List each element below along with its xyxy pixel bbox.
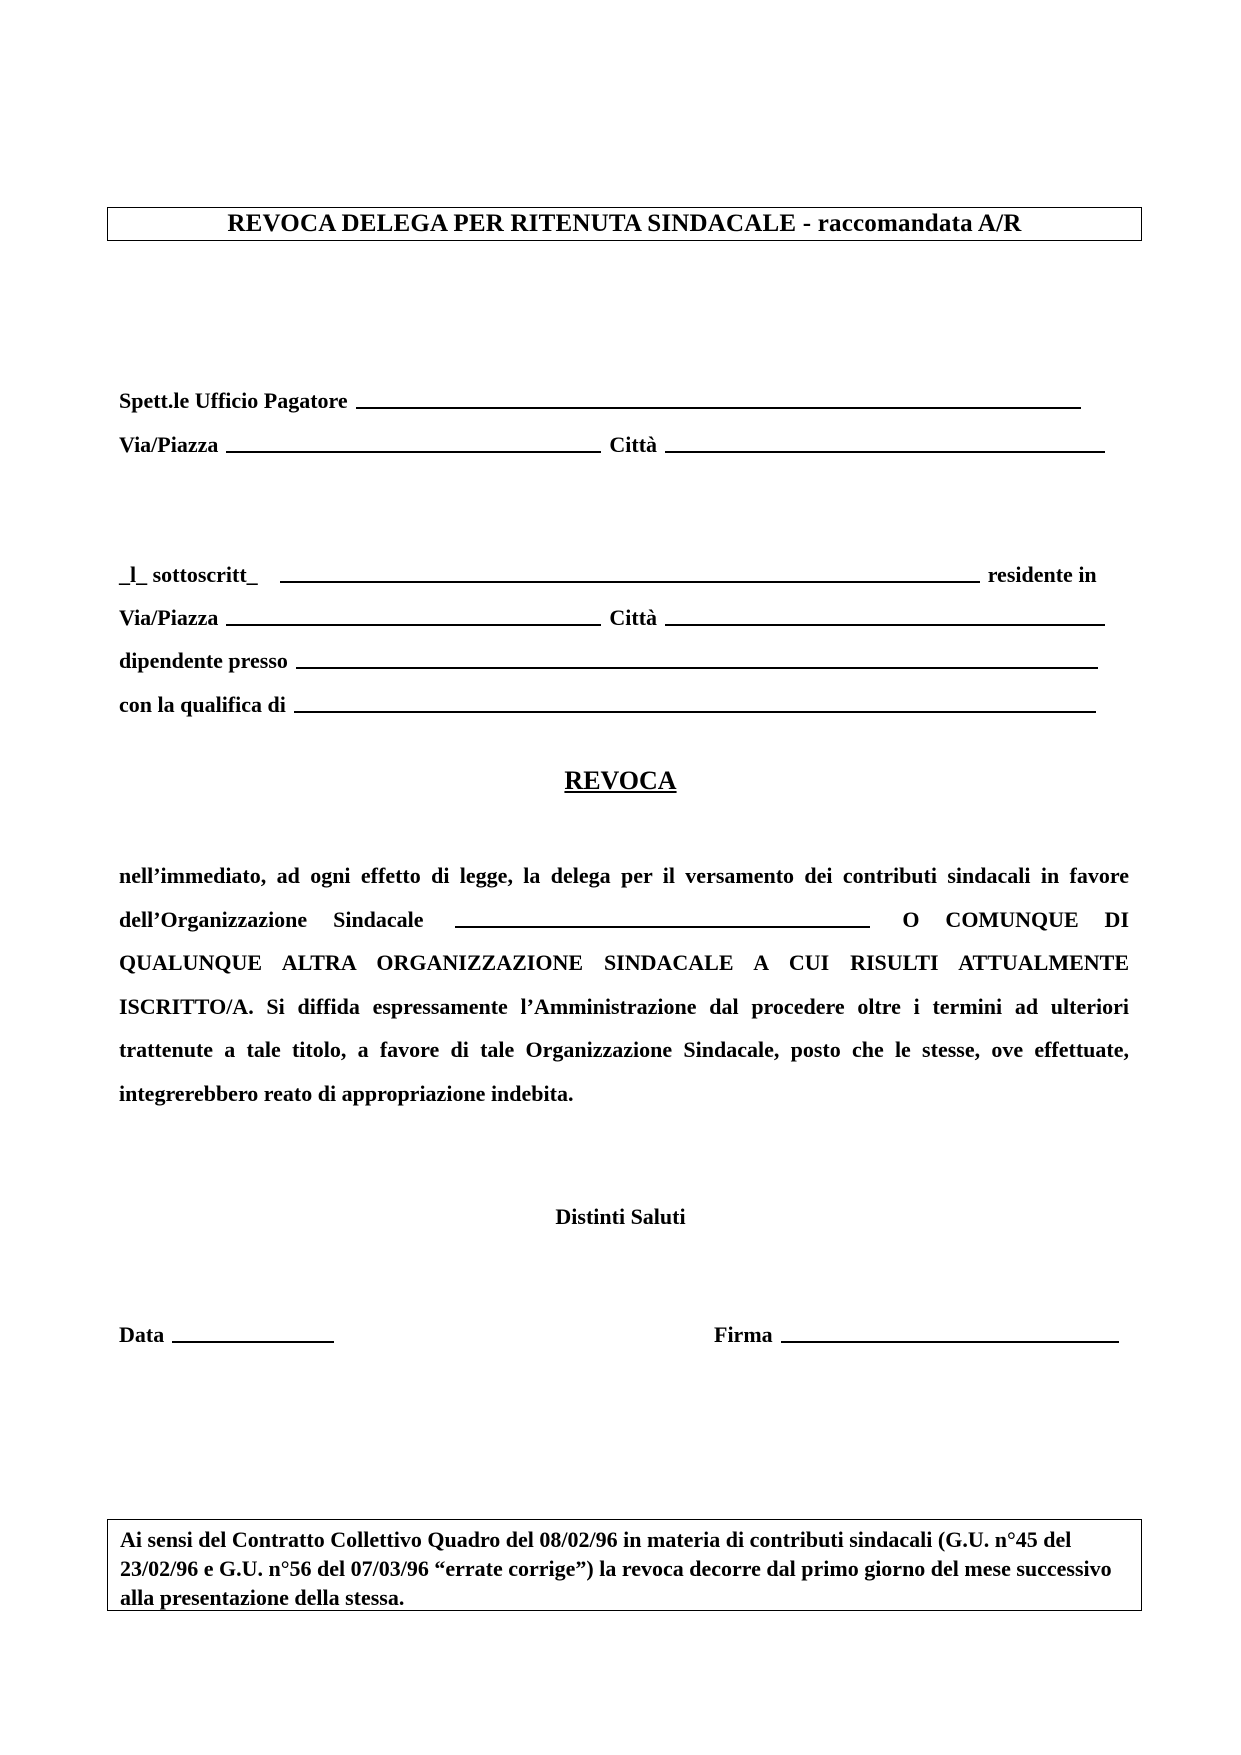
revoca-heading: REVOCA — [564, 766, 677, 795]
employer-field[interactable] — [296, 667, 1098, 669]
subscriber-name-field[interactable] — [280, 581, 980, 583]
document-title: REVOCA DELEGA PER RITENUTA SINDACALE - raccomandata A/R — [107, 207, 1142, 241]
body-part-1: nell’immediato, ad ogni effetto di legge, la delega per il versamento dei contributi sindacali in favore dell’Organizzazione Sindacale — [119, 863, 1129, 932]
revocation-body — [119, 854, 1129, 1115]
legal-footnote-box — [107, 1519, 1142, 1611]
legal-footnote: Ai sensi del Contratto Collettivo Quadro del 08/02/96 in materia di contributi sindacali (G.U. n°45 del 23/02/96 e G.U. n°56 del 07/03/96 “errate corrige”) la revoca decorre dal primo giorno del mese successivo alla presentazione della stessa. — [120, 1527, 1112, 1610]
signer-city-field[interactable] — [665, 624, 1105, 626]
signer-street-label: Via/Piazza — [119, 605, 219, 630]
signer-name-line — [119, 560, 1129, 590]
signature-line — [714, 1320, 1134, 1350]
body-part-2: O COMUNQUE DI QUALUNQUE ALTRA ORGANIZZAZIONE SINDACALE A CUI RISULTI ATTUALMENTE ISCRITTO/A. Si diffida espressamente l’Amministrazione dal procedere oltre i termini ad ulteriori trattenute a tale titolo, a favore di tale Organizzazione Sindacale, posto che le stesse, ove effettuate, integrerebbero reato di appropriazione indebita. — [119, 906, 1130, 1106]
street-field[interactable] — [226, 451, 601, 453]
date-line — [119, 1320, 469, 1350]
date-field[interactable] — [172, 1341, 334, 1343]
city-label: Città — [609, 432, 658, 457]
recipient-address-line — [119, 430, 1129, 460]
employer-label: dipendente presso — [119, 648, 288, 673]
subscriber-label: _l_ sottoscritt_ — [119, 562, 258, 587]
office-label: Spett.le Ufficio Pagatore — [119, 388, 348, 413]
union-name-field[interactable] — [455, 926, 870, 928]
signer-street-field[interactable] — [226, 624, 601, 626]
date-label: Data — [119, 1322, 165, 1347]
qualification-field[interactable] — [294, 711, 1096, 713]
resident-label: residente in — [987, 562, 1097, 587]
street-label: Via/Piazza — [119, 432, 219, 457]
signer-address-line — [119, 603, 1129, 633]
signer-employer-line — [119, 646, 1129, 676]
office-field[interactable] — [356, 407, 1081, 409]
city-field[interactable] — [665, 451, 1105, 453]
signature-label: Firma — [714, 1322, 773, 1347]
qualification-label: con la qualifica di — [119, 692, 286, 717]
signer-city-label: Città — [609, 605, 658, 630]
signer-qualification-line — [119, 690, 1129, 720]
recipient-office-line — [119, 386, 1129, 416]
closing-greeting: Distinti Saluti — [555, 1204, 686, 1229]
signature-field[interactable] — [781, 1341, 1119, 1343]
